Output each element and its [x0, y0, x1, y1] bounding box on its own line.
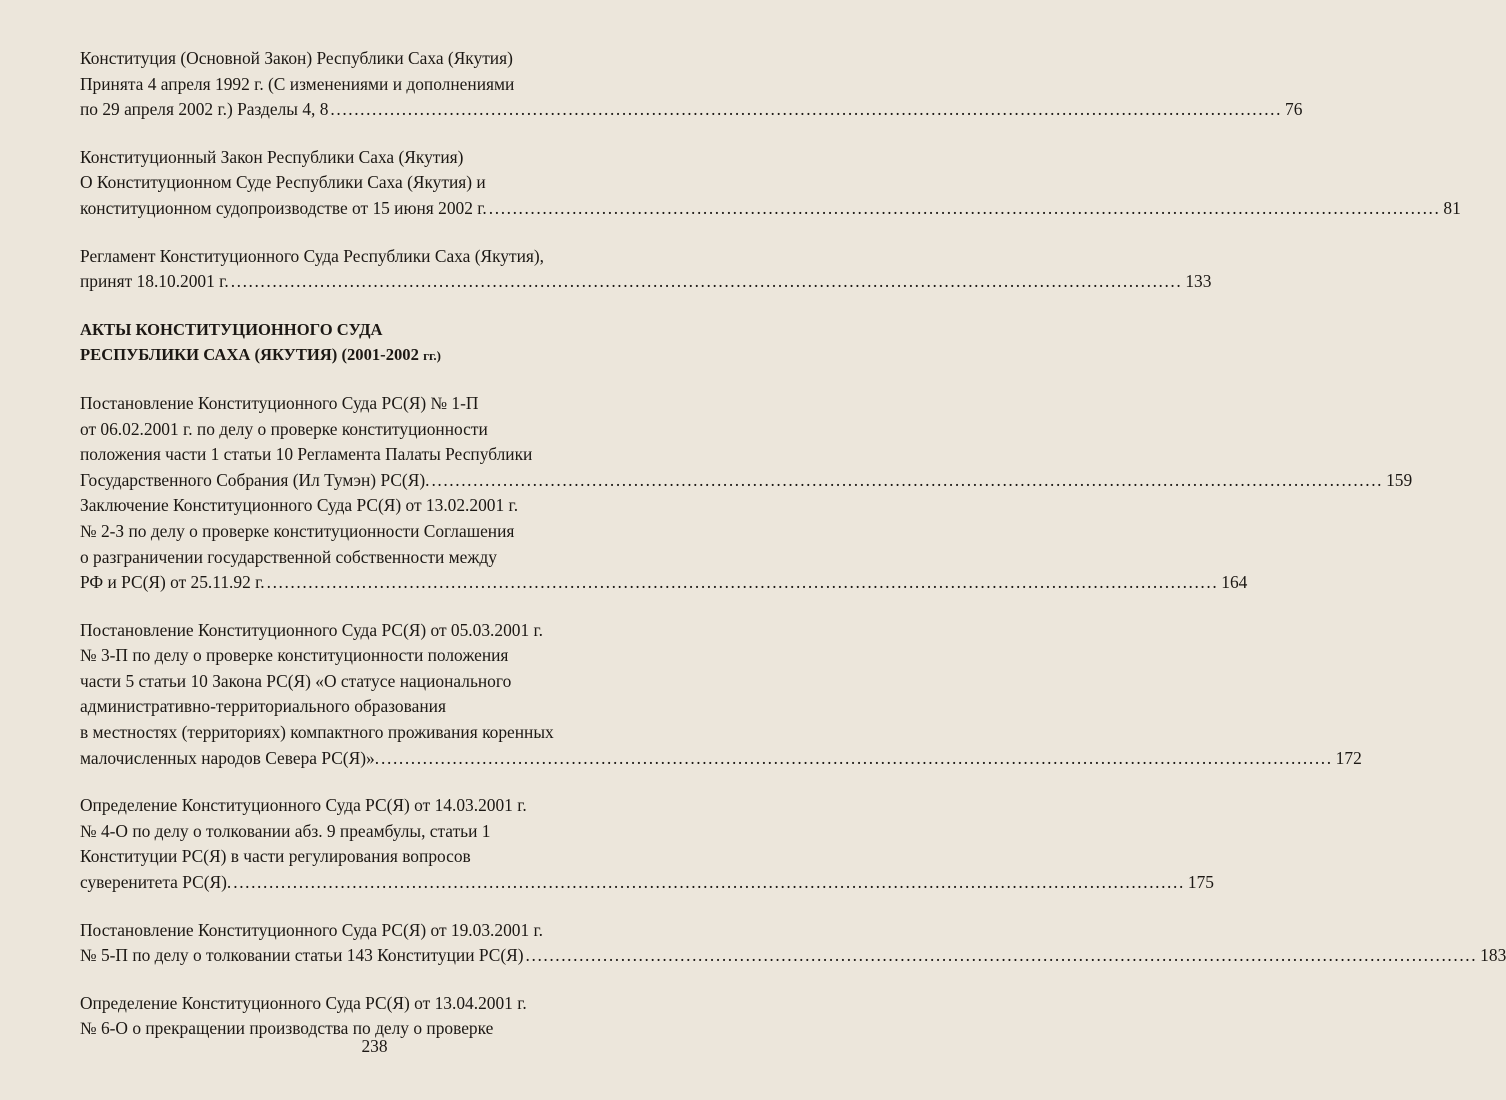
entry-page-number: 133 — [1185, 271, 1212, 292]
entry-last-line — [80, 269, 1212, 295]
entry-line: Постановление Конституционного Суда РС(Я) от 05.03.2001 г. — [80, 619, 544, 640]
entry-page-number: 81 — [1443, 197, 1461, 218]
entry-line: малочисленных народов Севера РС(Я)». — [80, 747, 380, 768]
entry-line: Постановление Конституционного Суда РС(Я) № 1-П — [80, 392, 479, 413]
dot-leader: ................................................................................................................................................................ — [233, 872, 1185, 893]
entry-last-line — [80, 570, 1248, 596]
entry-line: Конституционный Закон Республики Саха (Якутия) — [80, 146, 464, 167]
section-heading — [80, 317, 716, 368]
entry-line: № 4-О по делу о толковании абз. 9 преамбулы, статьи 1 — [80, 820, 491, 841]
entry-line: о разграничении государственной собственности между — [80, 546, 497, 567]
toc-entry-resolution-5p — [80, 918, 1506, 969]
entry-line: от 06.02.2001 г. по делу о проверке конституционности — [80, 418, 488, 439]
entry-line: принят 18.10.2001 г. — [80, 271, 229, 292]
entry-line: административно-территориального образования — [80, 696, 446, 717]
dot-leader: ................................................................................................................................................................ — [381, 747, 1333, 768]
entry-line: Заключение Конституционного Суда РС(Я) от 13.02.2001 г. — [80, 495, 519, 516]
toc-entry-ruling-4o — [80, 793, 1214, 895]
entry-line: Постановление Конституционного Суда РС(Я) от 19.03.2001 г. — [80, 919, 544, 940]
page-number: 238 — [361, 1036, 388, 1056]
entry-line: Определение Конституционного Суда РС(Я) от 13.04.2001 г. — [80, 992, 527, 1013]
entry-line: Определение Конституционного Суда РС(Я) от 14.03.2001 г. — [80, 795, 527, 816]
entry-line: положения части 1 статьи 10 Регламента Палаты Республики — [80, 444, 533, 465]
entry-line: суверенитета РС(Я). — [80, 872, 232, 893]
dot-leader: ................................................................................................................................................................ — [525, 945, 1478, 966]
entry-page-number: 164 — [1221, 572, 1248, 593]
entry-line: РФ и РС(Я) от 25.11.92 г. — [80, 572, 265, 593]
entry-line: О Конституционном Суде Республики Саха (Якутия) и — [80, 172, 486, 193]
entry-line: № 3-П по делу о проверке конституционности положения — [80, 645, 509, 666]
entry-line: № 6-О о прекращении производства по делу о проверке — [80, 1018, 494, 1039]
entry-line: по 29 апреля 2002 г.) Разделы 4, 8 — [80, 99, 329, 120]
section-heading-suffix: гг.) — [423, 348, 441, 364]
entry-line: № 2-З по делу о проверке конституционности Соглашения — [80, 520, 515, 541]
toc-entry-resolution-3p — [80, 618, 1362, 772]
entry-last-line — [80, 870, 1214, 896]
table-of-contents — [80, 46, 1506, 1042]
toc-entry-constitutional-law — [80, 145, 1461, 222]
toc-entry-constitution — [80, 46, 1303, 123]
entry-line: части 5 статьи 10 Закона РС(Я) «О статусе национального — [80, 670, 512, 691]
section-heading-line — [80, 342, 716, 368]
entry-page-number: 172 — [1335, 747, 1362, 768]
entry-page-number: 159 — [1386, 469, 1413, 490]
dot-leader: ................................................................................................................................................................ — [488, 197, 1441, 218]
entry-last-line — [80, 943, 1506, 969]
entry-line: Конституция (Основной Закон) Республики Саха (Якутия) — [80, 48, 513, 68]
entry-line: Конституции РС(Я) в части регулирования вопросов — [80, 846, 471, 867]
entry-page-number: 183 — [1480, 945, 1506, 966]
entry-last-line — [80, 97, 1303, 123]
section-heading-line: АКТЫ КОНСТИТУЦИОННОГО СУДА — [80, 319, 383, 339]
entry-line: Принята 4 апреля 1992 г. (С изменениями и дополнениями — [80, 73, 515, 94]
toc-entry-court-regulations — [80, 244, 1212, 295]
entry-line: Регламент Конституционного Суда Республики Саха (Якутия), — [80, 245, 545, 266]
toc-entry-resolution-1p — [80, 391, 1413, 493]
entry-last-line — [80, 196, 1461, 222]
section-heading-text: РЕСПУБЛИКИ САХА (ЯКУТИЯ) (2001-2002 — [80, 345, 419, 365]
entry-line: в местностях (территориях) компактного проживания коренных — [80, 722, 554, 743]
toc-entry-ruling-6o — [80, 991, 716, 1042]
entry-last-line — [80, 746, 1362, 772]
entry-line: Государственного Собрания (Ил Тумэн) РС(Я). — [80, 469, 430, 490]
toc-entry-conclusion-2z — [80, 493, 1248, 595]
entry-page-number: 175 — [1187, 872, 1214, 893]
entry-line: № 5-П по делу о толковании статьи 143 Конституции РС(Я) — [80, 945, 524, 966]
dot-leader: ................................................................................................................................................................ — [266, 572, 1219, 593]
dot-leader: ................................................................................................................................................................ — [230, 271, 1183, 292]
dot-leader: ................................................................................................................................................................ — [431, 469, 1384, 490]
entry-page-number: 76 — [1285, 99, 1303, 120]
dot-leader: ................................................................................................................................................................ — [330, 99, 1283, 120]
entry-last-line — [80, 468, 1413, 494]
entry-line: конституционном судопроизводстве от 15 июня 2002 г. — [80, 197, 487, 218]
